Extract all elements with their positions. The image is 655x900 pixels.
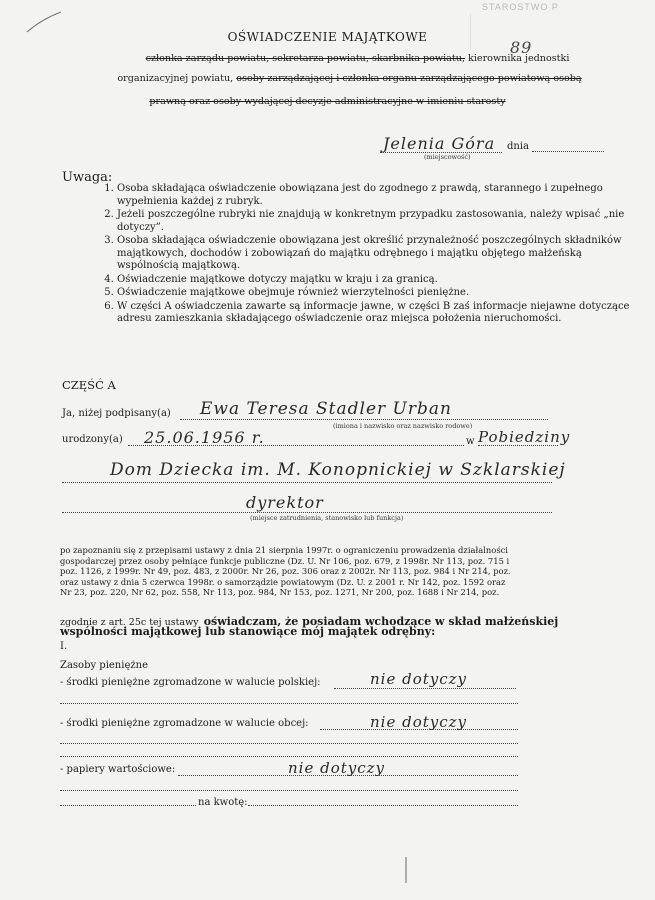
subtitle-2-struck: osoby zarządzającej i członka organu zarządzającego powiatową osobą [236, 73, 582, 84]
pen-mark [400, 855, 412, 885]
date-dots [532, 151, 604, 152]
name-value: Ewa Teresa Stadler Urban [200, 399, 452, 419]
note-item: 2. Jeżeli poszczególne rubryki nie znajdują w konkretnym przypadku zastosowania, należy wpisać „nie dotyczy”. [117, 209, 642, 234]
asset-value-pln: nie dotyczy [370, 670, 468, 688]
stamp-text: STAROSTWO P [482, 2, 559, 12]
born-in-label: w [466, 436, 475, 447]
part-a-heading: CZĘŚĆ A [62, 378, 116, 392]
asset-extra-line[interactable] [60, 756, 518, 757]
name-field[interactable] [180, 419, 548, 420]
asset-value-foreign: nie dotyczy [370, 713, 468, 731]
asset-value-securities: nie dotyczy [288, 759, 386, 777]
note-item: 3. Osoba składająca oświadczenie obowiązana jest określić przynależność poszczególnych składników majątkowych, dochodów i zobowiązań do majątku odrębnego i majątku objętego małżeńską wspólnością majątkową. [117, 235, 642, 273]
name-label: Ja, niżej podpisany(a) [62, 408, 171, 419]
position-value: dyrektor [246, 493, 324, 512]
law-line: Nr 23, poz. 220, Nr 62, poz. 558, Nr 113, poz. 984, Nr 153, poz. 1271, Nr 200, poz. 1688 i Nr 214, poz. [60, 587, 500, 598]
born-date-value: 25.06.1956 r. [144, 428, 265, 447]
asset-field-pln[interactable] [334, 688, 516, 689]
subtitle-1-plain: kierownika jednostki [464, 53, 570, 64]
notes-list [95, 183, 642, 327]
uwaga-heading: Uwaga: [62, 170, 113, 185]
declaration-bold-1: oświadczam, że posiadam wchodzące w skład małżeńskiej [203, 615, 559, 628]
note-item: 6. W części A oświadczenia zawarte są informacje jawne, w części B zaś informacje niejawne dotyczące adresu zamieszkania składającego oświadczenie oraz miejsca położenia nieruchomości. [117, 301, 642, 326]
stamp-number: 89 [510, 38, 533, 57]
law-line: oraz ustawy z dnia 5 czerwca 1998r. o samorządzie powiatowym (Dz. U. z 2001 r. Nr 142, poz. 1592 oraz [60, 576, 506, 587]
subtitle-3-struck: prawną oraz osoby wydającej decyzje administracyjne w imieniu starosty [149, 96, 506, 107]
subtitle-line-3 [0, 96, 655, 107]
asset-extra-line[interactable] [60, 743, 518, 744]
asset-label-pln: - środki pieniężne zgromadzone w walucie polskiej: [60, 677, 321, 688]
law-line: poz. 1126, z 1999r. Nr 49, poz. 483, z 2000r. Nr 26, poz. 306 oraz z 2002r. Nr 113, poz. 984 i Nr 214, poz. [60, 566, 511, 577]
subtitle-1-struck: członka zarządu powiatu, sekretarza powiatu, skarbnika powiatu, [145, 53, 465, 64]
declaration-bold-2: wspólności majątkowej lub stanowiące mój majątek odrębny: [60, 625, 436, 638]
law-line: po zapoznaniu się z przepisami ustawy z dnia 21 sierpnia 1997r. o ograniczeniu prowadzenia działalności [60, 545, 508, 555]
amount-label: na kwotę: [198, 797, 248, 808]
asset-extra-line[interactable] [60, 703, 518, 704]
place-caption: (miejscowość) [424, 153, 471, 161]
workplace-value: Dom Dziecka im. M. Konopnickiej w Szklarskiej [110, 460, 566, 480]
note-item: 5. Oświadczenie majątkowe obejmuje również wierzytelności pieniężne. [117, 287, 642, 300]
note-item: 1. Osoba składająca oświadczenie obowiązana jest do zgodnego z prawdą, starannego i zupełnego wypełnienia każdej z rubryk. [117, 183, 642, 208]
born-label: urodzony(a) [62, 434, 123, 445]
assets-heading: Zasoby pieniężne [60, 660, 148, 671]
workplace-field[interactable] [62, 482, 552, 483]
subtitle-2-plain: organizacyjnej powiatu, [117, 73, 237, 84]
law-line: gospodarczej przez osoby pełniące funkcje publiczne (Dz. U. Nr 106, poz. 679, z 1998r. Nr 113, poz. 715 i [60, 555, 510, 566]
office-stamp [482, 2, 559, 12]
note-item: 4. Oświadczenie majątkowe dotyczy majątku w kraju i za granicą. [117, 274, 642, 287]
date-label: dnia [507, 141, 530, 152]
amount-field[interactable] [248, 805, 518, 806]
place-signature: Jelenia Góra [383, 134, 496, 153]
born-place-value: Pobiedziny [478, 428, 571, 446]
section-roman-one: I. [60, 641, 68, 652]
declaration-prefix: zgodnie z art. 25c tej ustawy [60, 617, 199, 628]
position-field[interactable] [62, 512, 552, 513]
subtitle-line-1 [30, 53, 655, 64]
amount-dots[interactable] [60, 805, 196, 806]
asset-extra-line[interactable] [60, 790, 518, 791]
document-title: OŚWIADCZENIE MAJĄTKOWE [227, 30, 428, 44]
asset-label-foreign: - środki pieniężne zgromadzone w walucie obcej: [60, 718, 309, 729]
asset-label-securities: - papiery wartościowe: [60, 764, 176, 775]
subtitle-line-2 [22, 73, 655, 84]
name-caption: (imiona i nazwisko oraz nazwisko rodowe) [333, 422, 473, 430]
law-paragraph [60, 545, 620, 598]
position-caption: (miejsce zatrudnienia, stanowisko lub funkcja) [250, 514, 404, 522]
